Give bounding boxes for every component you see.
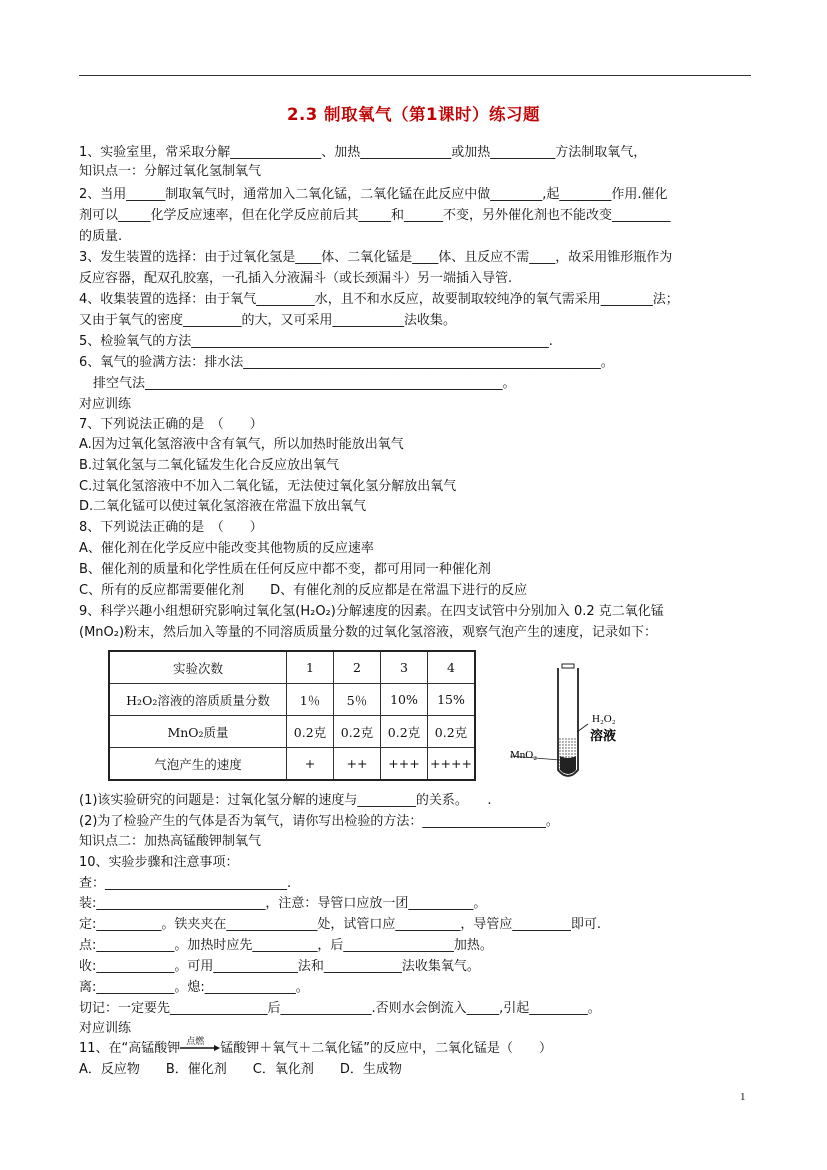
text-line: 装:__________________________，注意：导管口应放一团__________。 [79, 896, 487, 911]
text-line: 点:____________。加热时应先__________，后_________________加热。 [79, 938, 493, 953]
text-line: 又由于氧气的密度_________的大，又可采用___________法收集。 [79, 313, 457, 328]
text-line: 9、科学兴趣小组想研究影响过氧化氢(H₂O₂)分解速度的因素。在四支试管中分别加入 0.2 克二氧化锰 [79, 604, 664, 619]
text-line: 10、实验步骤和注意事项： [79, 855, 239, 870]
table-row [109, 748, 475, 781]
text-line: 查：____________________________. [79, 876, 292, 891]
table-cell: 2 [334, 651, 381, 684]
text-line: D.二氧化锰可以使过氧化氢溶液在常温下放出氧气 [79, 499, 367, 514]
text-line: (2)为了检验产生的气体是否为氧气，请你写出检验的方法：___________________。 [79, 814, 559, 829]
text-line: 收:____________。可用_____________法和____________法收集氧气。 [79, 959, 480, 974]
text-line: C.过氧化氢溶液中不加入二氧化锰，无法使过氧化氢分解放出氧气 [79, 479, 457, 494]
table-cell: 0.2克 [428, 716, 476, 748]
text-line: 反应容器，配双孔胶塞，一孔插入分液漏斗（或长颈漏斗）另一端插入导管. [79, 271, 513, 286]
table-cell: ++++ [428, 748, 476, 781]
table-cell: 5％ [334, 684, 381, 716]
text-line: A.因为过氧化氢溶液中含有氧气，所以加热时能放出氧气 [79, 437, 404, 452]
table-cell: 0.2克 [381, 716, 428, 748]
page-title: 2.3 制取氧气（第1课时）练习题 [287, 105, 540, 124]
text-line: (1)该实验研究的问题是：过氧化氢分解的速度与_________的关系。 . [79, 793, 492, 808]
text-line: 8、下列说法正确的是 （ ） [79, 520, 263, 535]
page-number: 1 [740, 1091, 746, 1103]
table-cell: 气泡产生的速度 [109, 748, 287, 781]
text-line: 对应训练 [79, 397, 132, 412]
table-cell: 实验次数 [109, 651, 287, 684]
table-cell: H₂O₂溶液的溶质质量分数 [109, 684, 287, 716]
text-line: 剂可以_____化学反应速率，但在化学反应前后其_____和______不变，另外催化剂也不能改变_________ [79, 208, 671, 223]
q11-suffix: 锰酸钾＋氧气＋二氧化锰”的反应中，二氧化锰是（ ） [220, 1041, 553, 1056]
table-cell: 1％ [287, 684, 334, 716]
text-line: A、催化剂在化学反应中能改变其他物质的反应速率 [79, 541, 374, 556]
text-line: 离:____________。熄:______________。 [79, 980, 309, 995]
table-cell: 4 [428, 651, 476, 684]
table-cell: 0.2克 [334, 716, 381, 748]
test-tube-figure [508, 660, 648, 780]
text-line: 4、收集装置的选择：由于氧气_________水，且不和水反应，故要制取较纯净的氧气需采用________法； [79, 292, 679, 307]
header-rule [79, 75, 751, 76]
text-line: 1、实验室里，常采取分解______________、加热______________或加热__________方法制取氧气， [79, 145, 647, 160]
text-line: 6、氧气的验满方法：排水法_______________________________________________________。 [79, 355, 614, 370]
q11-options: A．反应物 B．催化剂 C．氧化剂 D．生成物 [79, 1062, 402, 1077]
table-cell: + [287, 748, 334, 781]
text-line: 定:__________。铁夹夹在______________处，试管口应__________，导管应_________即可. [79, 917, 602, 932]
table-cell: ++ [334, 748, 381, 781]
question-11 [79, 1039, 552, 1058]
table-header-row [109, 651, 475, 684]
figure-label-solution: 溶液 [590, 729, 617, 744]
table-cell: MnO₂质量 [109, 716, 287, 748]
text-line: 对应训练 [79, 1021, 132, 1036]
text-line: 3、发生装置的选择：由于过氧化氢是____体、二氧化锰是____体、且反应不需____，故采用锥形瓶作为 [79, 250, 673, 265]
table-cell: 3 [381, 651, 428, 684]
table-row [109, 684, 475, 716]
table-cell: 1 [287, 651, 334, 684]
q11-prefix: 11、在“高锰酸钾 [79, 1041, 181, 1056]
table-cell: 0.2克 [287, 716, 334, 748]
text-line: 2、当用______制取氧气时，通常加入二氧化锰，二氧化锰在此反应中做________,起________作用.催化 [79, 187, 668, 202]
text-line: (MnO₂)粉末，然后加入等量的不同溶质质量分数的过氧化氢溶液，观察气泡产生的速度，记录如下： [79, 625, 658, 640]
text-line: 7、下列说法正确的是 （ ） [79, 417, 263, 432]
table-cell: 15% [428, 684, 476, 716]
text-line: B、催化剂的质量和化学性质在任何反应中都不变，都可用同一种催化剂 [79, 562, 491, 577]
table-row [109, 716, 475, 748]
text-line: 知识点二：加热高锰酸钾制氧气 [79, 834, 262, 849]
test-tube-icon [558, 664, 578, 776]
reaction-arrow [180, 1039, 220, 1058]
figure-label-mno2: MnO₂ [510, 749, 538, 761]
arrow-label: 点燃 [186, 1037, 205, 1047]
figure-label-h2o2: H₂O₂ [592, 713, 616, 725]
table-cell: +++ [381, 748, 428, 781]
experiment-table [108, 650, 476, 781]
text-line: B.过氧化氢与二氧化锰发生化合反应放出氧气 [79, 458, 340, 473]
text-line: 的质量. [79, 229, 123, 244]
table-cell: 10% [381, 684, 428, 716]
text-line: 知识点一：分解过氧化氢制氧气 [79, 164, 262, 179]
text-line: 5、检验氧气的方法_______________________________________________________. [79, 334, 553, 349]
text-line: 排空气法_______________________________________________________。 [93, 376, 516, 391]
text-line: C、所有的反应都需要催化剂 D、有催化剂的反应都是在常温下进行的反应 [79, 583, 528, 598]
right-arrow-icon [180, 1045, 220, 1051]
text-line: 切记：一定要先_______________后______________.否则水会倒流入_____,引起_________。 [79, 1001, 601, 1016]
